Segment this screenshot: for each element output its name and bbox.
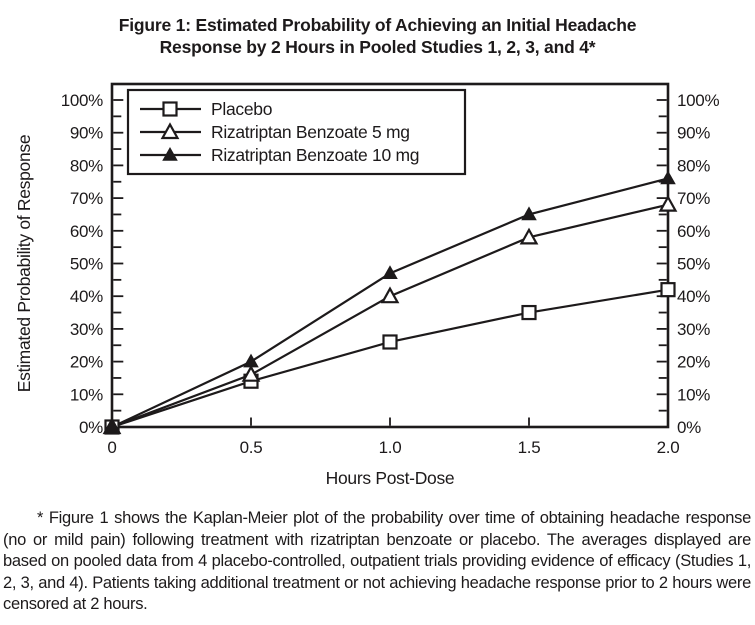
open-triangle-marker-icon [383, 289, 398, 303]
y-tick-label-right: 90% [677, 123, 711, 143]
series-rizatriptan-benzoate-5-mg [112, 205, 668, 427]
x-tick-label: 0 [107, 438, 117, 457]
series-placebo [112, 290, 668, 427]
y-tick-label-left: 60% [69, 221, 103, 241]
x-tick-label: 1.5 [517, 438, 541, 457]
legend-label: Rizatriptan Benzoate 10 mg [211, 145, 420, 165]
y-axis-title: Estimated Probability of Response [14, 134, 34, 393]
filled-triangle-marker-icon [662, 172, 675, 184]
y-tick-label-right: 30% [677, 319, 711, 339]
y-tick-label-right: 10% [677, 385, 711, 405]
y-tick-label-left: 100% [60, 91, 103, 110]
km-chart-svg [0, 60, 755, 496]
legend-label: Rizatriptan Benzoate 5 mg [211, 122, 410, 142]
y-tick-label-left: 0% [79, 418, 103, 437]
y-tick-label-left: 20% [69, 352, 103, 372]
x-tick-label: 1.0 [378, 438, 402, 457]
x-axis-title: Hours Post-Dose [325, 468, 455, 488]
y-tick-label-left: 30% [69, 319, 103, 339]
y-tick-label-right: 50% [677, 254, 711, 274]
open-square-marker-icon [164, 103, 177, 116]
series-line [112, 290, 668, 427]
legend [128, 90, 465, 174]
y-tick-label-left: 70% [69, 189, 103, 209]
y-tick-label-left: 40% [69, 287, 103, 307]
y-tick-label-left: 90% [69, 123, 103, 143]
x-tick-label: 0.5 [239, 438, 263, 457]
figure-title-line-2: Response by 2 Hours in Pooled Studies 1, 2, 3, and 4* [159, 37, 596, 57]
x-tick-label: 2.0 [656, 438, 680, 457]
y-tick-label-left: 10% [69, 385, 103, 405]
figure-title [0, 0, 755, 58]
figure-footnote: * Figure 1 shows the Kaplan-Meier plot of the probability over time of obtaining headache response (no or mild pain) following treatment with rizatriptan benzoate or placebo. The averages displayed are based on pooled data from 4 placebo-controlled, outpatient trials providing evidence of efficacy (Studies 1, 2, 3, and 4). Patients taking additional treatment or not achieving headache response prior to 2 hours were censored at 2 hours. [3, 509, 751, 613]
figure-title-line-1: Figure 1: Estimated Probability of Achieving an Initial Headache [118, 15, 637, 35]
y-tick-label-left: 80% [69, 156, 103, 176]
open-square-marker-icon [523, 306, 536, 319]
y-tick-label-right: 100% [677, 91, 720, 110]
y-tick-label-right: 80% [677, 156, 711, 176]
legend-label: Placebo [211, 99, 273, 119]
filled-triangle-marker-icon [245, 355, 258, 367]
series-markers-placebo [106, 283, 675, 433]
y-tick-label-right: 40% [677, 287, 711, 307]
y-tick-label-right: 0% [677, 418, 701, 437]
y-tick-label-right: 20% [677, 352, 711, 372]
y-tick-label-right: 70% [677, 189, 711, 209]
open-square-marker-icon [384, 335, 397, 348]
series-line [112, 205, 668, 427]
y-tick-label-right: 60% [677, 221, 711, 241]
open-square-marker-icon [662, 283, 675, 296]
open-triangle-marker-icon [661, 197, 676, 211]
y-tick-label-left: 50% [69, 254, 103, 274]
